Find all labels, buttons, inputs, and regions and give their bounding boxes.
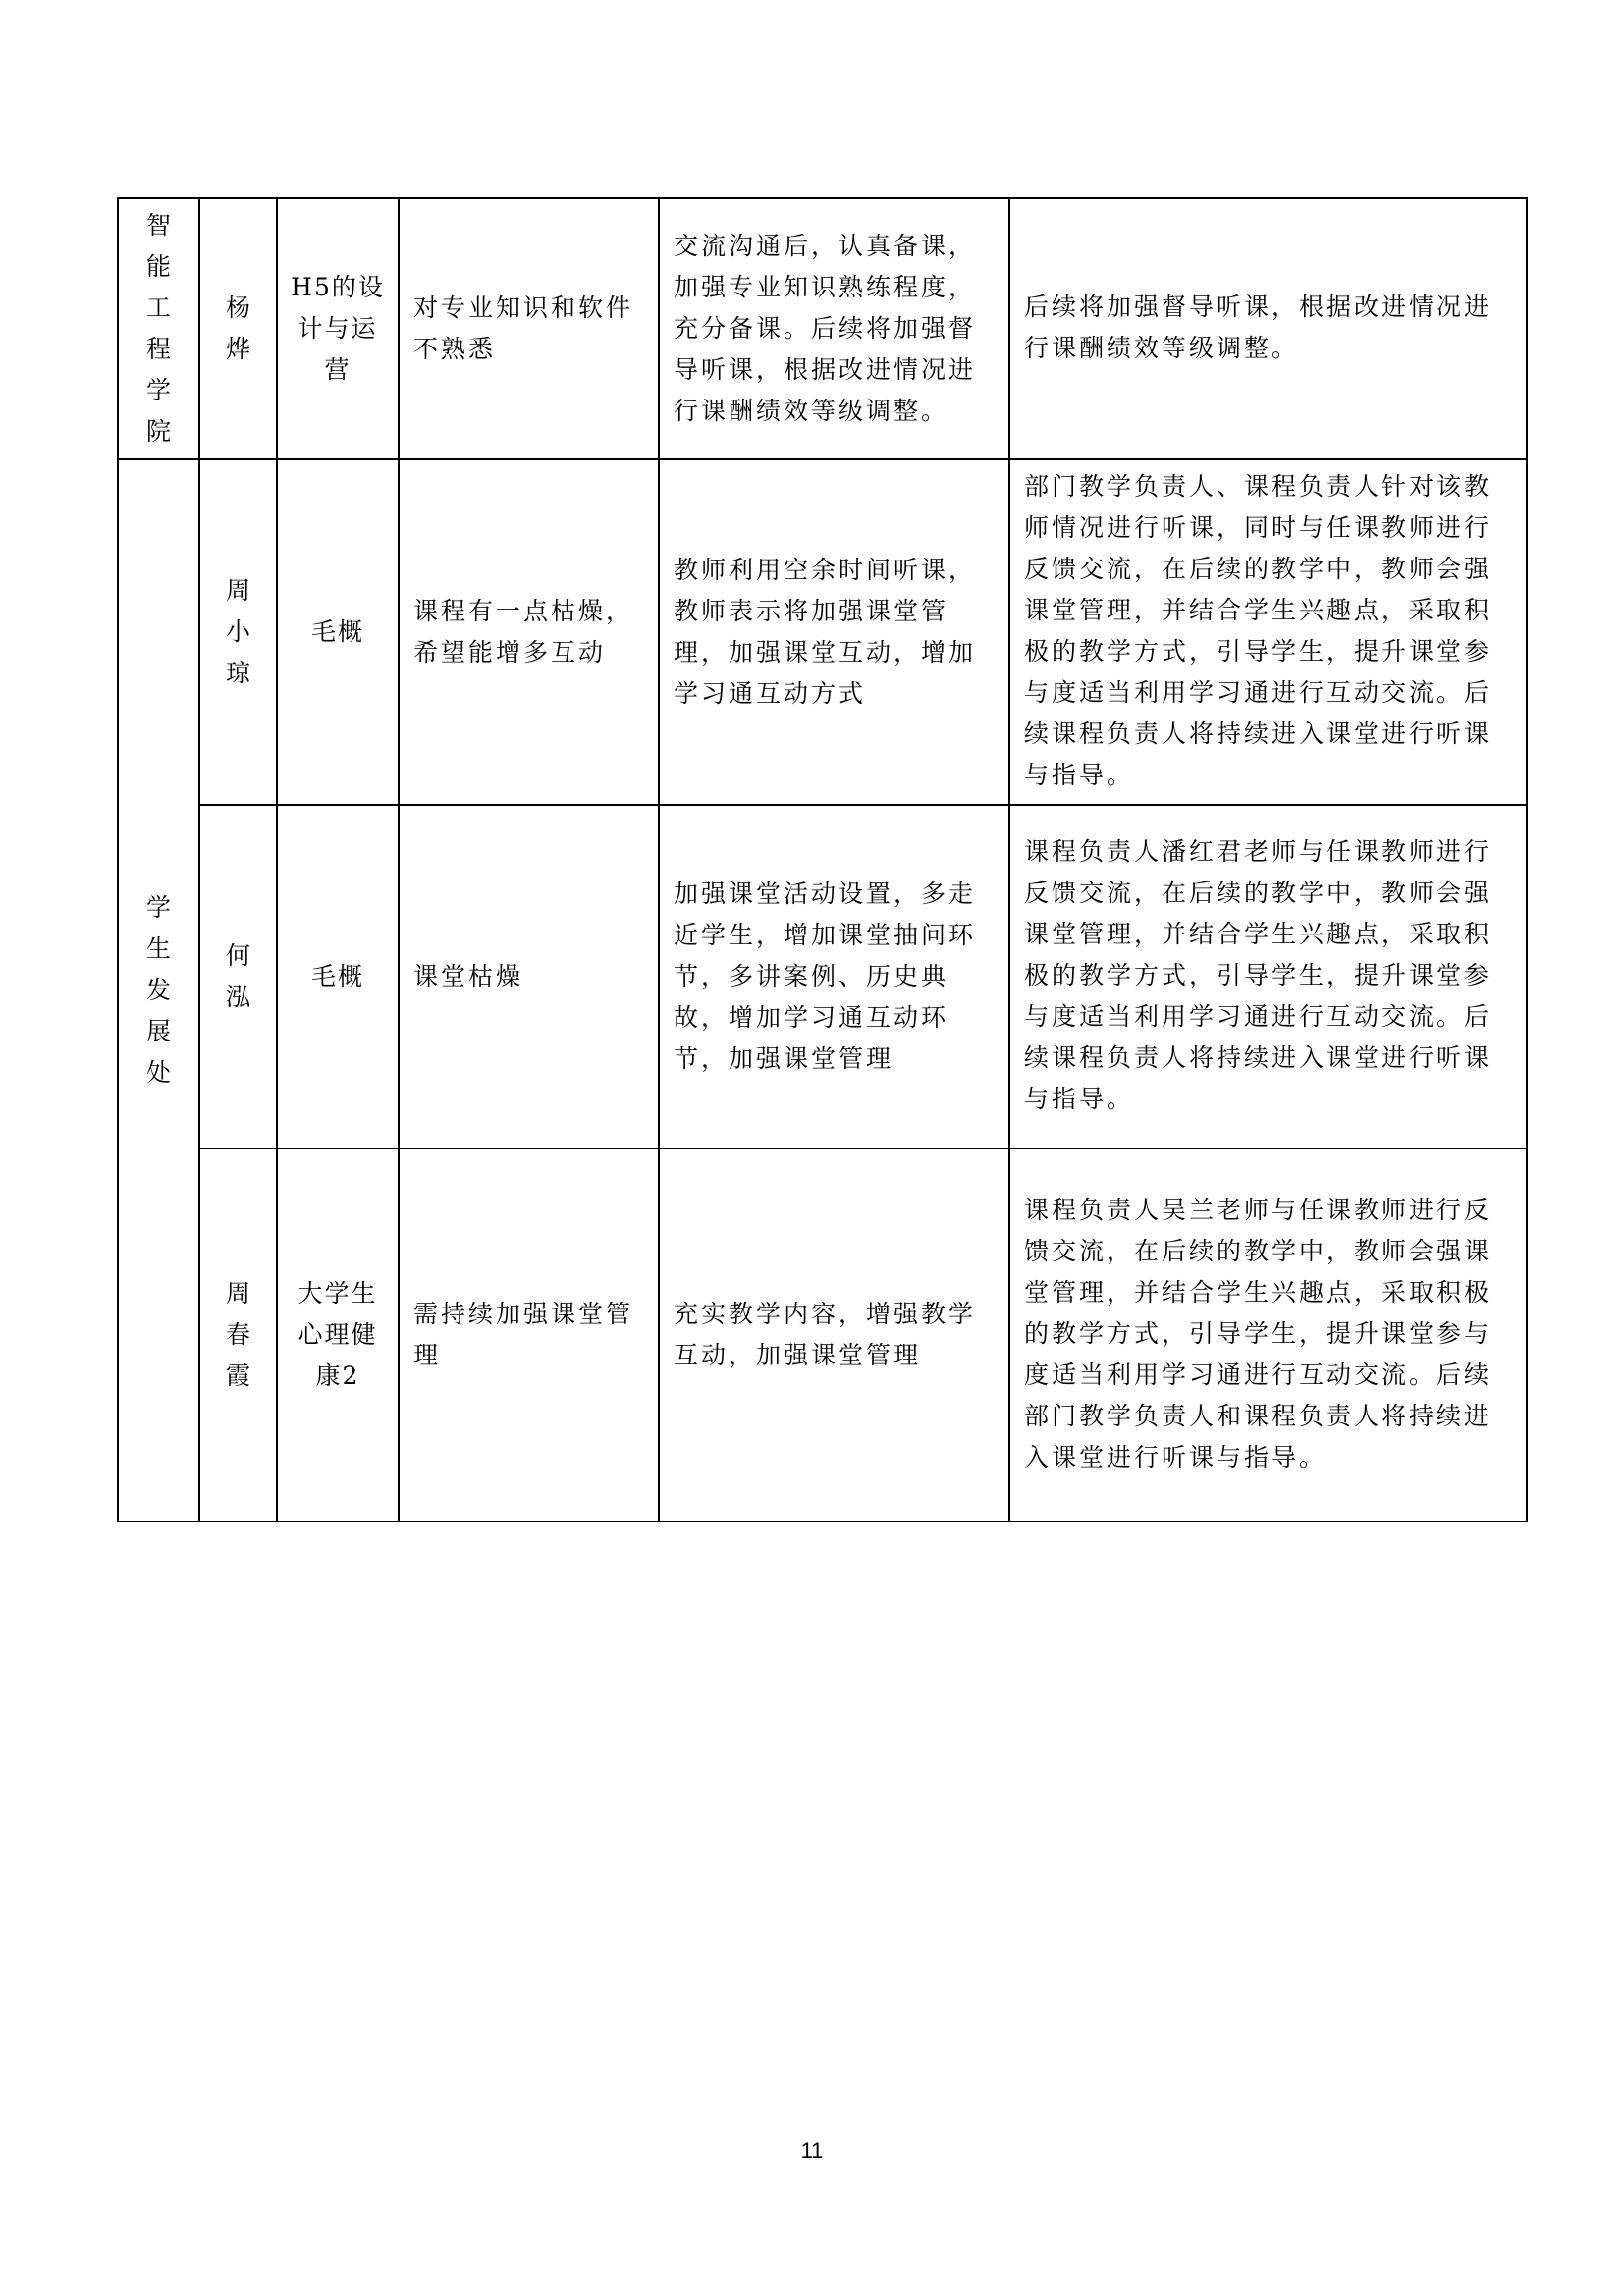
dept-char: 生	[145, 934, 171, 963]
result-text: 后续将加强督导听课，根据改进情况进行课酬绩效等级调整。	[1024, 293, 1492, 362]
table-row	[118, 459, 1527, 805]
result-cell	[1009, 805, 1527, 1148]
problem-text: 课堂枯燥	[413, 962, 524, 990]
department-cell	[118, 459, 199, 1522]
course-cell	[277, 459, 399, 805]
dept-char: 程	[145, 335, 171, 363]
measure-cell	[659, 198, 1009, 459]
problem-text: 对专业知识和软件不熟悉	[413, 294, 634, 363]
measure-cell	[659, 805, 1009, 1148]
dept-char: 展	[145, 1017, 171, 1045]
name-char: 烨	[225, 335, 250, 363]
result-text: 课程负责人潘红君老师与任课教师进行反馈交流，在后续的教学中，教师会强课堂管理，并结合学生兴趣点，采取积极的教学方式，引导学生，提升课堂参与度适当利用学习通进行互动交流。后续课程负责人将持续进入课堂进行听课与指导。	[1024, 837, 1492, 1113]
result-cell	[1009, 459, 1527, 805]
dept-char: 学	[145, 376, 171, 404]
dept-char: 智	[145, 211, 171, 240]
dept-char: 院	[145, 417, 171, 446]
name-char: 泓	[225, 983, 250, 1011]
problem-text: 课程有一点枯燥，希望能增多互动	[413, 597, 634, 667]
name-char: 小	[225, 617, 250, 646]
table-row	[118, 198, 1527, 459]
course-text: 大学生心理健康2	[298, 1279, 378, 1390]
result-text: 课程负责人吴兰老师与任课教师进行反馈交流，在后续的教学中，教师会强课堂管理，并结合学生兴趣点，采取积极的教学方式，引导学生，提升课堂参与度适当利用学习通进行互动交流。后续部门教学负责人和课程负责人将持续进入课堂进行听课与指导。	[1024, 1196, 1492, 1471]
course-text: 毛概	[310, 617, 364, 646]
dept-char: 学	[145, 893, 171, 922]
measure-text: 加强课堂活动设置，多走近学生，增加课堂抽问环节，多讲案例、历史典故，增加学习通互动环节，加强课堂管理	[674, 880, 977, 1073]
problem-cell	[399, 459, 659, 805]
measure-text: 充实教学内容，增强教学互动，加强课堂管理	[674, 1300, 977, 1369]
problem-text: 需持续加强课堂管理	[413, 1300, 634, 1369]
feedback-table	[117, 197, 1528, 1522]
name-char: 周	[225, 576, 250, 605]
result-text: 部门教学负责人、课程负责人针对该教师情况进行听课，同时与任课教师进行反馈交流，在后续的教学中，教师会强课堂管理，并结合学生兴趣点，采取积极的教学方式，引导学生，提升课堂参与度适当利用学习通进行互动交流。后续课程负责人将持续进入课堂进行听课与指导。	[1024, 472, 1492, 789]
name-char: 周	[225, 1279, 250, 1308]
measure-text: 交流沟通后，认真备课，加强专业知识熟练程度，充分备课。后续将加强督导听课，根据改进情况进行课酬绩效等级调整。	[674, 232, 977, 425]
dept-char: 处	[145, 1058, 171, 1087]
measure-cell	[659, 1148, 1009, 1522]
problem-cell	[399, 198, 659, 459]
table-row	[118, 1148, 1527, 1522]
department-cell	[118, 198, 199, 459]
dept-char: 工	[145, 294, 171, 322]
course-cell	[277, 198, 399, 459]
problem-cell	[399, 805, 659, 1148]
teacher-name-cell	[199, 1148, 277, 1522]
problem-cell	[399, 1148, 659, 1522]
table-row	[118, 805, 1527, 1148]
teacher-name-cell	[199, 805, 277, 1148]
dept-char: 能	[145, 252, 171, 281]
course-cell	[277, 805, 399, 1148]
course-text: H5的设计与运营	[291, 273, 385, 384]
measure-text: 教师利用空余时间听课，教师表示将加强课堂管理，加强课堂互动，增加学习通互动方式	[674, 556, 977, 708]
teacher-name-cell	[199, 459, 277, 805]
name-char: 何	[225, 941, 250, 970]
course-text: 毛概	[310, 962, 364, 990]
page-number: 11	[800, 2138, 824, 2163]
result-cell	[1009, 1148, 1527, 1522]
course-cell	[277, 1148, 399, 1522]
dept-char: 发	[145, 976, 171, 1004]
result-cell	[1009, 198, 1527, 459]
name-char: 春	[225, 1320, 250, 1349]
name-char: 杨	[225, 294, 250, 322]
teacher-name-cell	[199, 198, 277, 459]
name-char: 琼	[225, 659, 250, 687]
name-char: 霞	[225, 1362, 250, 1390]
measure-cell	[659, 459, 1009, 805]
